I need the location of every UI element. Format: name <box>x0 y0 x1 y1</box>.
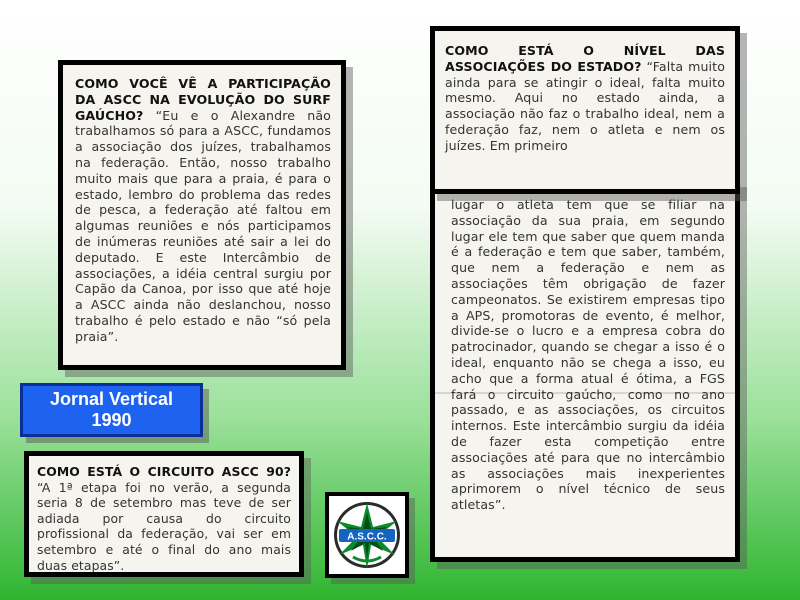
clipping-paragraph <box>445 43 725 154</box>
source-name: Jornal Vertical <box>49 389 174 409</box>
ascc-logo-card <box>325 492 409 578</box>
paper-fold-line <box>435 392 735 394</box>
interview-question: COMO VOCÊ VÊ A PARTICIPAÇÃO DA ASCC NA EVOLUÇÃO DO SURF GAÚCHO? <box>75 76 331 123</box>
clipping-paragraph <box>37 464 291 573</box>
article-clipping-circuit <box>24 451 304 577</box>
article-clipping-ascc-participation <box>58 60 346 370</box>
interview-answer-continued: lugar o atleta tem que se filiar na associação da sua praia, em segundo lugar ele tem que saber que quem manda é a federação e tem que saber, também, que nem a federação e nem as associações têm obrigação de fazer campeonatos. Se existirem empresas tipo a APS, promotoras de evento, é melhor, divide-se o lucro e a empresa cobra do patrocinador, quando se chegar a isso é o ideal, enquanto não se chega a isso, eu acho que a forma atual é ótima, a FGS fará o circuito gaúcho, como no ano passado, e as associações, os circuitos internos. Este intercâmbio surgiu da idéia de fazer esta competição entre associações até para que no intercâmbio as associações mais inexperientes aprimorem o nível técnico de seus atletas”. <box>451 197 725 513</box>
interview-answer: “A 1ª etapa foi no verão, a segunda seria 8 de setembro mas teve de ser adiada por causa do circuito profissional da federação, vai ser em setembro e até o final do ano mais duas etapas”. <box>37 479 291 573</box>
interview-question: COMO ESTÁ O CIRCUITO ASCC 90? <box>37 464 291 479</box>
clipping-paragraph <box>75 76 331 345</box>
ascc-logo-icon <box>331 499 403 571</box>
interview-answer: “Falta muito ainda para se atingir o ideal, falta muito mesmo. Aqui no estado ainda, a associação não faz o trabalho ideal, nem a federação faz, nem o atleta e nem os juízes. Em primeiro <box>445 58 725 153</box>
source-year: 1990 <box>91 410 132 430</box>
interview-question: COMO ESTÁ O NÍVEL DAS ASSOCIAÇÕES DO ESTADO? <box>445 43 725 74</box>
article-clipping-continuation <box>430 180 740 562</box>
interview-answer: “Eu e o Alexandre não trabalhamos só para a ASCC, fundamos a associação dos juízes, trabalhamos na federação. Então, nosso trabalho muito mais que para a praia, é para o estado, lembro do problema das redes de pesca, a federação até faltou em algumas reuniões e nós participamos de inúmeras reuniões até sair a lei do deputado. E este Intercâmbio de associações, a idéia central surgiu por Capão da Canoa, por isso que até hoje a ASCC ainda não deslanchou, nosso trabalho é pelo estado e não “só pela praia”. <box>75 107 331 344</box>
logo-text: A.S.C.C. <box>347 531 387 543</box>
article-clipping-associations-level <box>430 26 740 194</box>
clipping-paragraph <box>451 197 725 513</box>
source-label <box>20 383 203 437</box>
